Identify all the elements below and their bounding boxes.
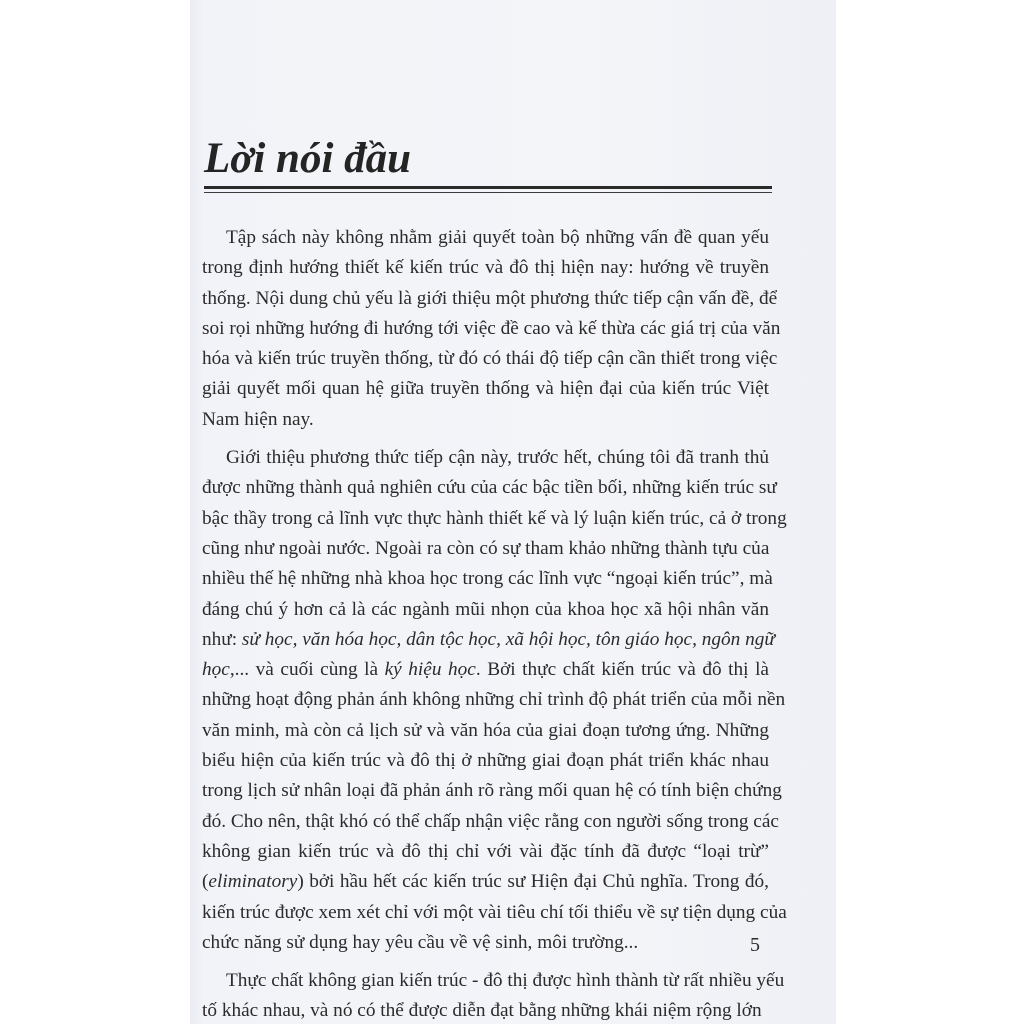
text-line: nhiều thế hệ những nhà khoa học trong các lĩnh vực “ngoại kiến trúc”, mà	[202, 568, 773, 590]
text-line: như: sử học, văn hóa học, dân tộc học, xã hội học, tôn giáo học, ngôn ngữ	[202, 628, 775, 650]
text-line: Giới thiệu phương thức tiếp cận này, trước hết, chúng tôi đã tranh thủ	[226, 447, 769, 469]
text-line: kiến trúc được xem xét chỉ với một vài tiêu chí tối thiểu về sự tiện dụng của	[202, 901, 787, 923]
text-line: đáng chú ý hơn cả là các ngành mũi nhọn của khoa học xã hội nhân văn	[202, 598, 769, 620]
text-line: tố khác nhau, và nó có thể được diễn đạt bằng những khái niệm rộng lớn	[202, 1000, 762, 1022]
text-line: chức năng sử dụng hay yêu cầu về vệ sinh, môi trường...	[202, 931, 639, 953]
text-line: biểu hiện của kiến trúc và đô thị ở những giai đoạn phát triển khác nhau	[202, 750, 769, 772]
title-rule-thin	[204, 192, 772, 193]
body-text	[202, 223, 787, 1024]
text-line: Tập sách này không nhằm giải quyết toàn bộ những vấn đề quan yếu	[226, 227, 769, 248]
text-line: giải quyết mối quan hệ giữa truyền thống và hiện đại của kiến trúc Việt	[202, 378, 769, 400]
text-line: đó. Cho nên, thật khó có thể chấp nhận việc rằng con người sống trong các	[202, 810, 779, 832]
text-line: hóa và kiến trúc truyền thống, từ đó có thái độ tiếp cận cần thiết trong việc	[202, 348, 778, 370]
text-line: những hoạt động phản ánh không những chỉ trình độ phát triển của mỗi nền	[202, 689, 786, 711]
paragraph	[202, 443, 787, 958]
text-line: bậc thầy trong cả lĩnh vực thực hành thiết kế và lý luận kiến trúc, cả ở trong	[202, 507, 787, 529]
text-line: soi rọi những hướng đi hướng tới việc đề cao và kế thừa các giá trị của văn	[202, 317, 781, 339]
paragraph	[202, 966, 785, 1024]
chapter-title: Lời nói đầu	[204, 135, 412, 182]
text-line: trong định hướng thiết kế kiến trúc và đô thị hiện nay: hướng về truyền	[202, 257, 769, 279]
text-line: được những thành quả nghiên cứu của các bậc tiền bối, những kiến trúc sư	[202, 477, 777, 499]
text-line: (eliminatory) bởi hầu hết các kiến trúc sư Hiện đại Chủ nghĩa. Trong đó,	[202, 871, 769, 893]
text-line: trong lịch sử nhân loại đã phản ánh rõ ràng mối quan hệ có tính biện chứng	[202, 780, 782, 802]
text-line: Nam hiện nay.	[202, 408, 314, 430]
text-line: Thực chất không gian kiến trúc - đô thị được hình thành từ rất nhiều yếu	[226, 970, 785, 992]
text-line: văn minh, mà còn cả lịch sử và văn hóa của giai đoạn tương ứng. Những	[202, 719, 769, 741]
paragraph	[202, 223, 781, 435]
title-rule-thick	[204, 186, 772, 189]
text-line: học,... và cuối cùng là ký hiệu học. Bởi thực chất kiến trúc và đô thị là	[202, 659, 769, 681]
text-line: cũng như ngoài nước. Ngoài ra còn có sự tham khảo những thành tựu của	[202, 537, 770, 559]
text-line: thống. Nội dung chủ yếu là giới thiệu một phương thức tiếp cận vấn đề, để	[202, 287, 778, 309]
text-line: không gian kiến trúc và đô thị chỉ với vài đặc tính đã được “loại trừ”	[202, 840, 769, 862]
page-number: 5	[750, 934, 760, 956]
